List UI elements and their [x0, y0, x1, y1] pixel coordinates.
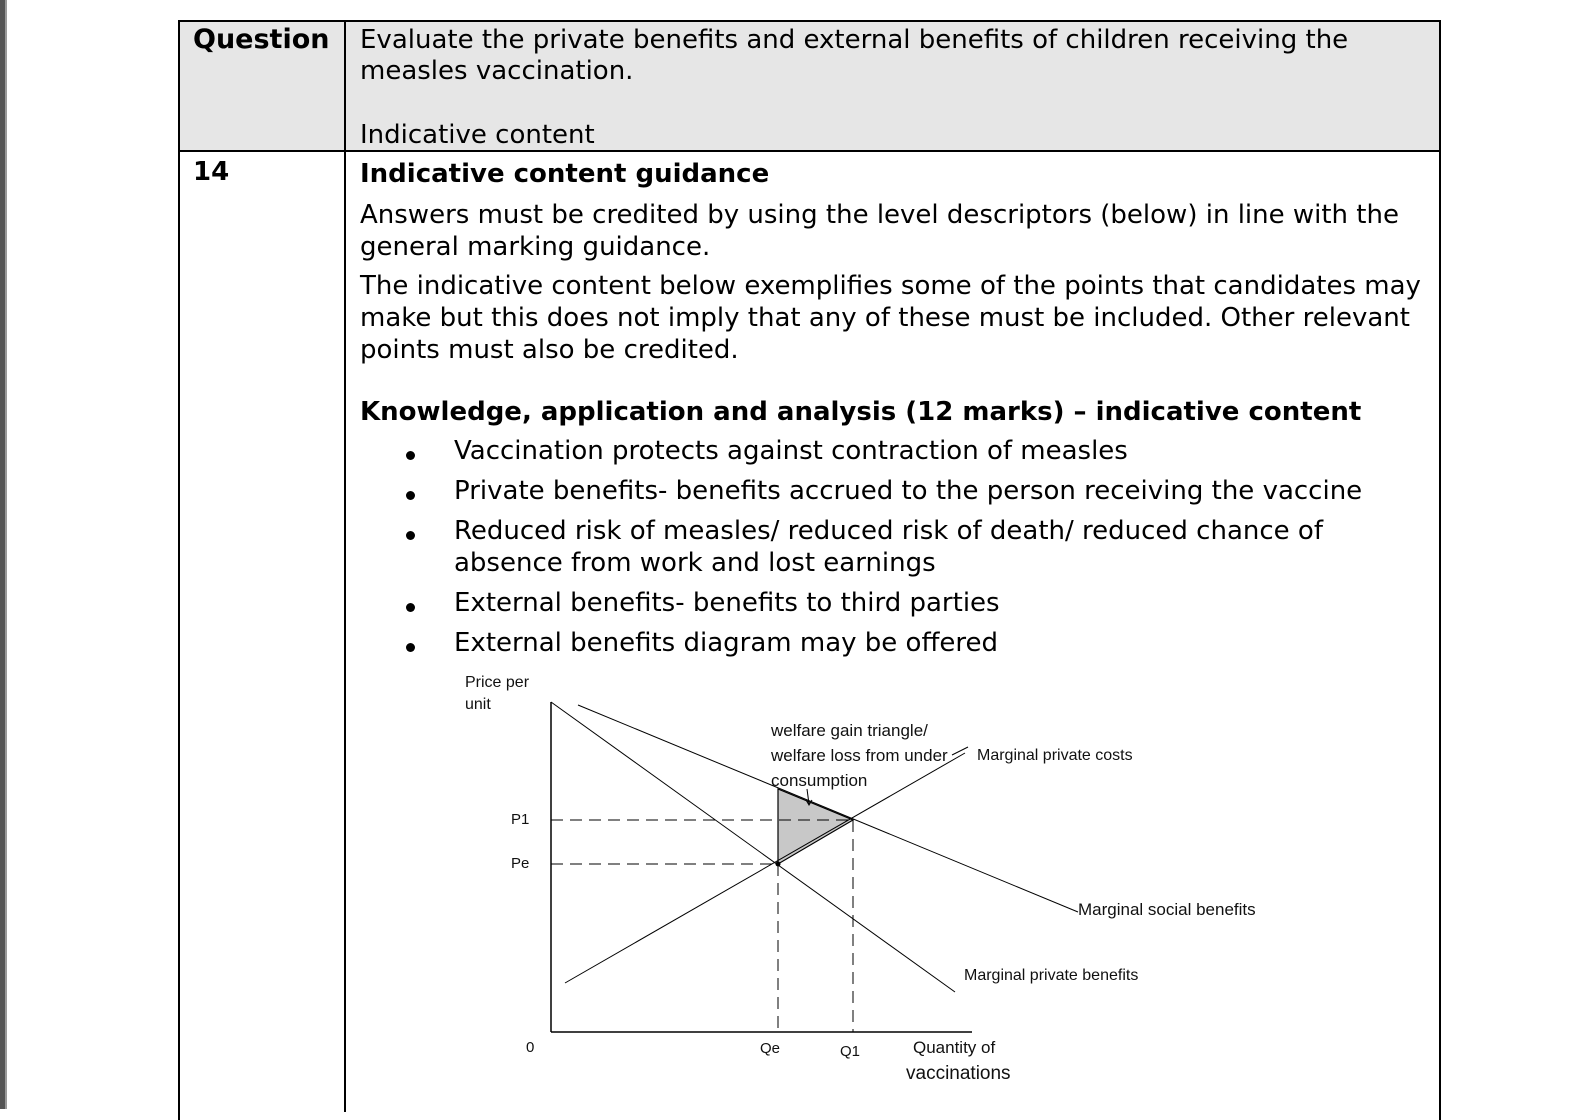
q1-label: Q1	[840, 1043, 861, 1060]
y-axis-label-2: unit	[465, 696, 491, 713]
list-item	[360, 435, 1430, 467]
bullet-text: Private benefits- benefits accrued to the person receiving the vaccine	[454, 476, 1363, 506]
bullet-text: External benefits diagram may be offered	[454, 628, 998, 658]
guidance-paragraph-1: Answers must be credited by using the level descriptors (below) in line with the general marking guidance.	[360, 200, 1399, 262]
guidance-heading: Indicative content guidance	[360, 159, 770, 189]
indicative-content-header: Indicative content	[360, 120, 595, 150]
annotation-line-3: consumption	[771, 771, 868, 790]
indicative-bullet-list	[360, 435, 1430, 659]
list-item	[360, 515, 1430, 579]
qe-label: Qe	[760, 1040, 781, 1057]
marginal-private-costs-line	[565, 753, 965, 983]
label-pointer	[952, 747, 968, 755]
y-axis-label: Price per	[465, 674, 530, 691]
table-column-divider	[344, 22, 346, 1112]
mpc-label: Marginal private costs	[977, 747, 1133, 764]
external-benefits-diagram	[440, 665, 1300, 1095]
bullet-text: Reduced risk of measles/ reduced risk of death/ reduced chance of absence from work and lost earnings	[454, 516, 1323, 578]
bullet-text: External benefits- benefits to third parties	[454, 588, 1000, 618]
equilibrium-point	[776, 862, 781, 867]
bullet-icon	[406, 451, 415, 460]
bullet-icon	[406, 531, 415, 540]
x-axis-label: Quantity of	[913, 1038, 996, 1057]
bullet-icon	[406, 643, 415, 652]
bullet-text: Vaccination protects against contraction of measles	[454, 436, 1128, 466]
guidance-paragraph-2: The indicative content below exemplifies some of the points that candidates may make but this does not imply that any of these must be included. Other relevant points must also be credited.	[360, 271, 1421, 365]
annotation-line-1: welfare gain triangle/	[771, 721, 928, 740]
list-item	[360, 475, 1430, 507]
origin-label: 0	[526, 1039, 535, 1056]
question-text: Evaluate the private benefits and external benefits of children receiving the measles vaccination.	[360, 25, 1349, 86]
x-axis-label-2: vaccinations	[906, 1063, 1011, 1084]
question-column-header: Question	[193, 24, 330, 55]
msb-label: Marginal social benefits	[1078, 900, 1256, 919]
p1-label: P1	[511, 811, 530, 828]
bullet-icon	[406, 491, 415, 500]
list-item	[360, 587, 1430, 619]
mpb-label: Marginal private benefits	[964, 967, 1139, 984]
bullet-icon	[406, 603, 415, 612]
annotation-line-2: welfare loss from under	[771, 746, 948, 765]
knowledge-heading: Knowledge, application and analysis (12 marks) – indicative content	[360, 397, 1362, 427]
pe-label: Pe	[511, 855, 530, 872]
list-item	[360, 627, 1430, 659]
question-number: 14	[193, 157, 230, 187]
table-row-divider	[180, 150, 1439, 152]
welfare-gain-triangle	[778, 789, 853, 864]
answer-content	[360, 158, 1430, 667]
window-left-edge-shadow	[5, 0, 7, 1109]
